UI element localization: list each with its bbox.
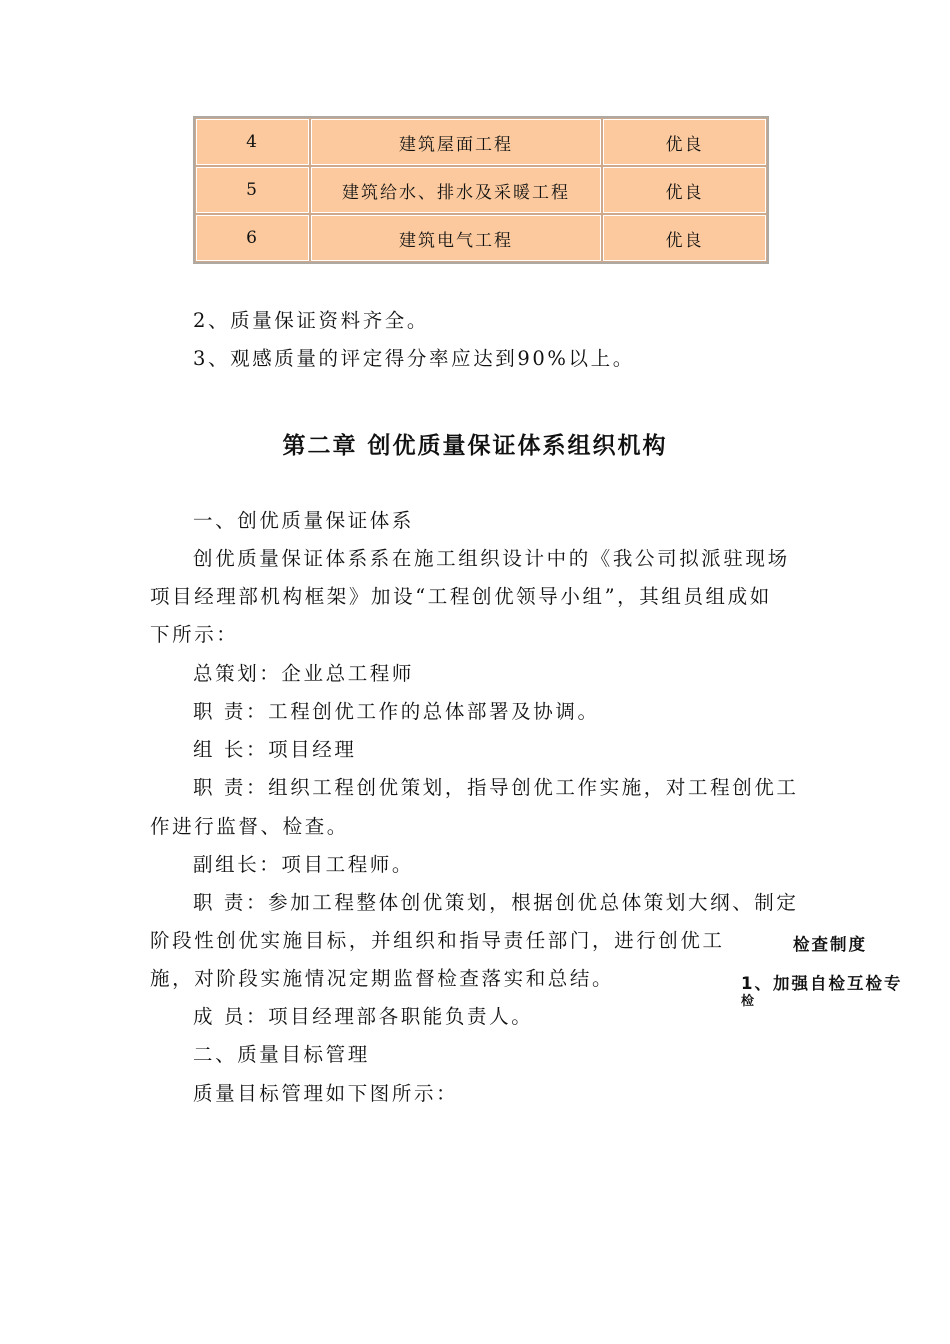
- project-name: 建筑给水、排水及采暖工程: [310, 166, 602, 214]
- section1-intro-line2: 项目经理部机构框架》加设“工程创优领导小组”，其组员组成如: [150, 585, 772, 608]
- chapter-title: 第二章 创优质量保证体系组织机构: [282, 433, 668, 459]
- section1-intro-line3: 下所示：: [150, 623, 239, 646]
- item-3: 3、观感质量的评定得分率应达到90%以上。: [193, 347, 635, 370]
- item-2: 2、质量保证资料齐全。: [193, 309, 430, 332]
- leader-duty-line1: 职 责：组织工程创优策划，指导创优工作实施，对工程创优工: [193, 776, 799, 799]
- quality-grade: 优良: [602, 118, 767, 166]
- table-row: [195, 166, 767, 214]
- project-name: 建筑电气工程: [310, 214, 602, 262]
- planner: 总策划：企业总工程师: [193, 662, 415, 685]
- section2-heading: 二、质量目标管理: [193, 1043, 370, 1066]
- row-number: 4: [195, 118, 310, 166]
- planner-duty: 职 责：工程创优工作的总体部署及协调。: [193, 700, 600, 723]
- leader: 组 长：项目经理: [193, 738, 357, 761]
- row-number: 6: [195, 214, 310, 262]
- quality-grade-table: [193, 116, 769, 264]
- section1-heading: 一、创优质量保证体系: [193, 509, 415, 532]
- section1-intro-line1: 创优质量保证体系系在施工组织设计中的《我公司拟派驻现场: [193, 547, 790, 570]
- deputy-duty-line2: 阶段性创优实施目标，并组织和指导责任部门，进行创优工: [150, 929, 725, 952]
- table-row: [195, 118, 767, 166]
- quality-grade: 优良: [602, 166, 767, 214]
- side-note-label-3: 检: [741, 994, 755, 1009]
- side-note-label-1: 检查制度: [793, 935, 867, 954]
- grade-table: [195, 118, 767, 262]
- deputy-duty-line3: 施，对阶段实施情况定期监督检查落实和总结。: [150, 967, 615, 990]
- table-row: [195, 214, 767, 262]
- project-name: 建筑屋面工程: [310, 118, 602, 166]
- members: 成 员：项目经理部各职能负责人。: [193, 1005, 534, 1028]
- side-note-label-2: 1、加强自检互检专: [741, 974, 903, 993]
- section2-intro: 质量目标管理如下图所示：: [193, 1082, 459, 1105]
- leader-duty-line2: 作进行监督、检查。: [150, 815, 349, 838]
- deputy: 副组长：项目工程师。: [193, 853, 415, 876]
- quality-grade: 优良: [602, 214, 767, 262]
- row-number: 5: [195, 166, 310, 214]
- deputy-duty-line1: 职 责：参加工程整体创优策划，根据创优总体策划大纲、制定: [193, 891, 799, 914]
